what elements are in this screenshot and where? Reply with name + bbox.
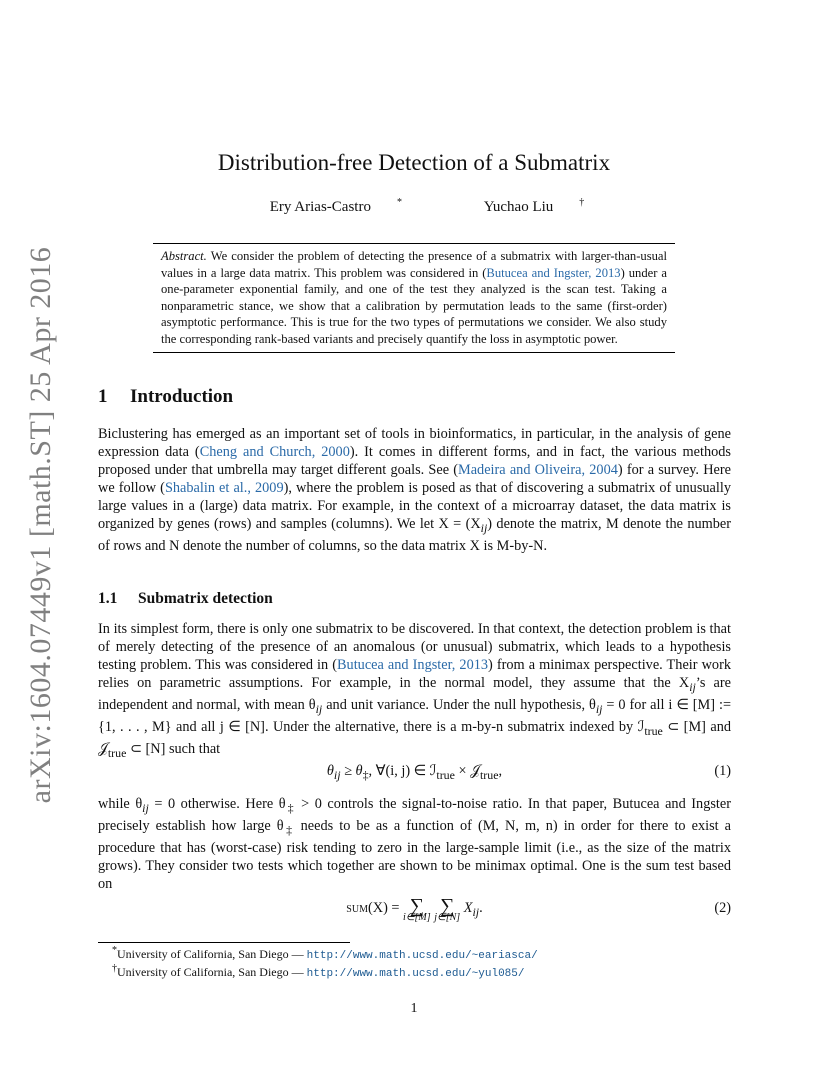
footnotes [112,946,538,982]
abstract-text-b: ) under a one-parameter exponential family, and one of the test they analyzed is the scan test. Taking a nonparametric stance, we show that a calibration by permutation leads to the same (first-order) asymptotic performance. This is true for the two types of permutations we consider. We also study the corresponding rank-based variants and precisely quantify the loss in asymptotic power. [161,265,667,346]
equation-1-body: $\theta_{ij} \ge \theta_\ddagger$, ∀(i, j) ∈ ℐ$_{true}$ × 𝒥$_{true}$, [326,763,503,782]
math-operator: sum [346,900,368,916]
abstract-box [153,243,675,353]
sum-operator: ∑ j∈[N] [434,895,461,923]
math: (X) = [367,900,404,916]
section-number: 1 [98,386,108,407]
page-number: 1 [410,1001,418,1016]
author-1-name: Ery Arias-Castro [269,199,371,215]
text: = 0 for all i ∈ [M] := {1, . . . , M} and all j ∈ [N]. Under the alternative, there is a m-by-n submatrix indexed by ℐ [98,697,732,735]
subscript: true [107,745,127,760]
text: = 0 otherwise. Here θ [148,796,286,812]
subscript: ij [333,767,341,782]
paragraph-intro [98,425,731,555]
math: . [479,900,483,916]
subscript: true [436,767,455,782]
author-1 [244,199,402,216]
subscript: ij [315,701,323,716]
abstract-text-a: We consider the problem of detecting the presence of a submatrix with larger-than-usual values in a large data matrix. This problem was considered in ( [161,249,667,280]
paper-title: Distribution-free Detection of a Submatrix [217,150,611,175]
text: ’s are independent and normal, with mean θ [98,675,732,714]
citation-link[interactable]: Butucea and Ingster, 2013 [337,657,489,674]
text: > 0 controls the signal-to-noise ratio. In that paper, Butucea and Ingster precisely establish how large θ [98,796,731,834]
math: X [463,900,473,916]
text: ), where the problem is posed as that of discovering a submatrix of unusually large values in a (large) data matrix. For example, in the context of a microarray dataset, the data matrix is organized by genes (rows) and samples (columns). We let X = (X [98,480,731,533]
section-heading-introduction [98,386,233,408]
arxiv-sidebar [6,246,76,804]
footnote-text: University of California, San Diego — [117,947,307,961]
subsection-heading-submatrix-detection [98,590,273,608]
section-title: Introduction [130,386,234,407]
text: needs to be as a function of (M, N, m, n) in order for there to exist a procedure that has (worst-case) risk tending to zero in the large-sample limit (i.e., as the size of the matrix grows). They consider two tests which together are shown to be minimax optimal. One is the sum test based on [98,817,732,892]
math: ≥ θ [340,763,363,779]
author-2-mark: † [579,197,585,208]
subscript: ij [142,800,149,815]
subscript: j∈[N] [434,912,461,923]
text: and unit variance. Under the null hypothesis, θ [322,697,596,714]
footnote-url-link[interactable]: http://www.math.ucsd.edu/~yul085/ [306,968,525,980]
equation-1-number: (1) [714,763,731,779]
text: ) for a survey. Here we follow ( [98,462,731,497]
citation-link[interactable]: Shabalin et al., 2009 [164,480,284,497]
author-list [0,199,828,216]
equation-2-body [98,895,731,924]
footnote-mark: † [112,963,117,974]
math: × 𝒥 [454,763,480,779]
paragraph-sum-test [98,795,731,893]
text: ⊂ [M] and 𝒥 [98,718,731,757]
footnote-mark: * [112,945,117,956]
subscript: true [644,723,663,738]
equation-2-number: (2) [714,900,731,916]
subscript: ij [595,701,603,716]
text: ⊂ [N] such that [126,740,221,757]
subscript: ij [480,521,488,536]
text: ). It comes in different forms, and in fact, the various methods proposed under that umbrella may target different goals. See ( [98,444,731,479]
text: In its simplest form, there is only one submatrix to be discovered. In that context, the detection problem is that of merely detecting of the presence of an anomalous (or unusual) submatrix, which leads to a hypothesis testing problem. This was considered in ( [98,621,731,674]
arxiv-identifier: arXiv:1604.07449v1 [math.ST] 25 Apr 2016 [24,246,57,804]
subscript: ij [472,904,480,919]
sum-operator: ∑ i∈[M] [403,895,431,923]
citation-link[interactable]: Cheng and Church, 2000 [199,444,350,461]
text: ) denote the matrix, M denote the number of rows and N denote the number of columns, so the data matrix X is M-by-N. [98,516,731,555]
math: , ∀(i, j) ∈ ℐ [368,763,437,779]
text: Biclustering has emerged as an important set of tools in bioinformatics, in particular, in the analysis of gene expression data ( [98,426,731,461]
footnote-url-link[interactable]: http://www.math.ucsd.edu/~eariasca/ [306,950,538,962]
subscript: i∈[M] [403,912,431,923]
subsection-number: 1.1 [98,590,118,607]
subscript: ij [689,680,696,694]
footnote-text: University of California, San Diego — [117,965,307,979]
footnote-1 [112,946,538,964]
math: θ [326,763,334,779]
footnote-divider [98,942,350,943]
author-1-mark: * [396,197,402,208]
abstract-citation-link[interactable]: Butucea and Ingster, 2013 [486,265,621,280]
subscript: true [480,767,499,782]
subscript: ‡ [283,822,295,837]
subscript: ‡ [285,800,296,815]
abstract-label: Abstract. [161,249,207,263]
author-2 [458,199,585,216]
paragraph-submatrix [98,620,731,762]
footnote-2 [112,964,538,982]
text: ) from a minimax perspective. Their work relies on parametric assumptions. For example, in the normal model, they assume that the X [98,657,731,692]
text: while θ [98,796,143,812]
citation-link[interactable]: Madeira and Oliveira, 2004 [458,462,618,479]
author-2-name: Yuchao Liu [483,199,554,215]
subscript: ‡ [362,767,369,782]
subsection-title: Submatrix detection [138,590,273,607]
